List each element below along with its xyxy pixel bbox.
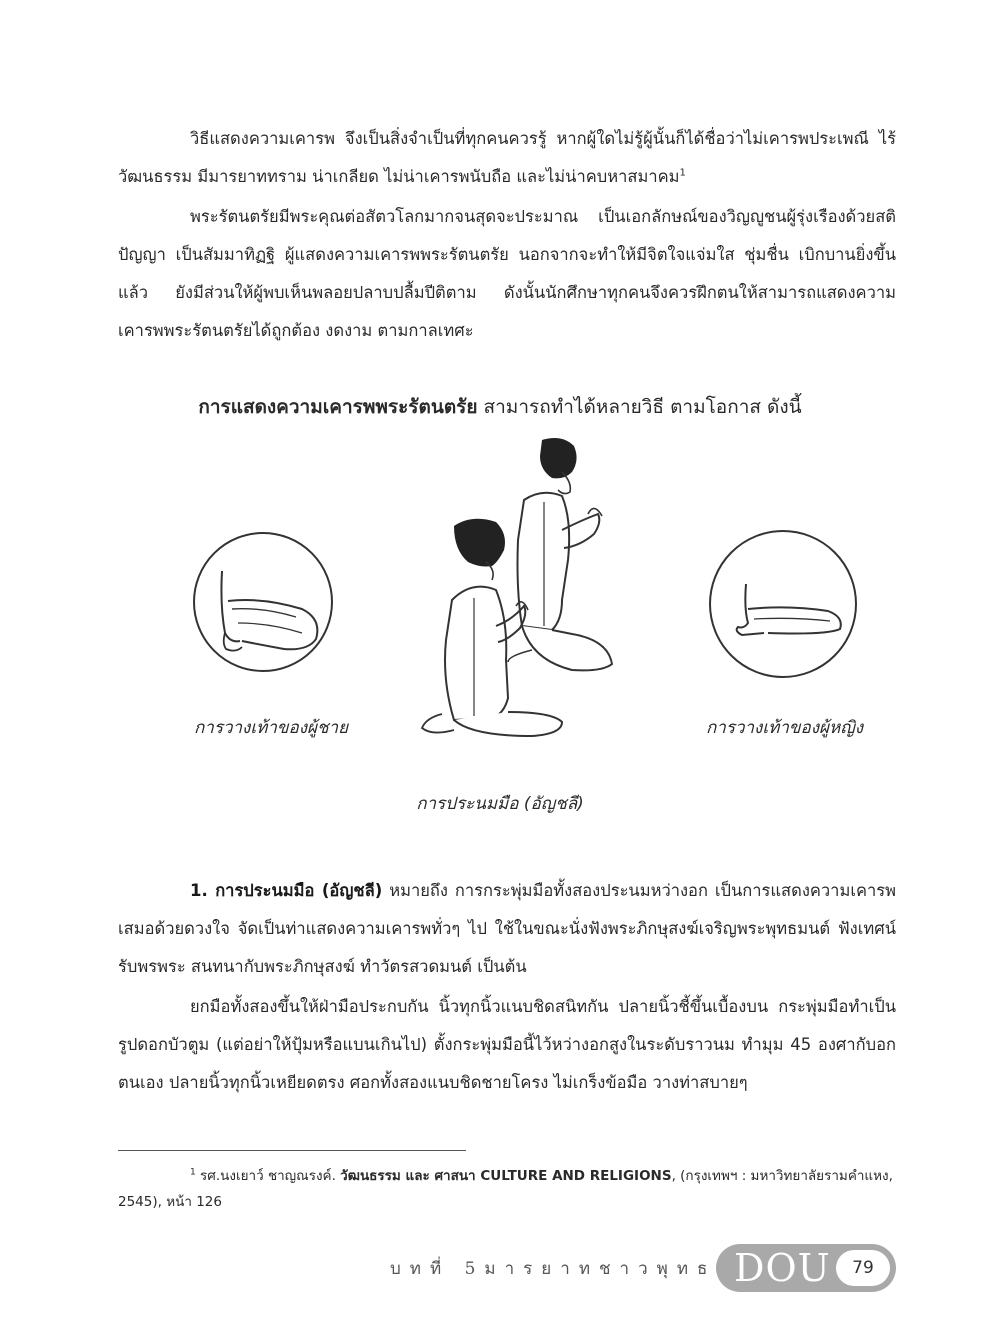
paragraph-anjali-steps: ยกมือทั้งสองขึ้นให้ฝ่ามือประกบกัน นิ้วทุกนิ้วแนบชิดสนิทกัน ปลายนิ้วชี้ขึ้นเบื้องบน กระพุ่มมือทำเป็นรูปดอกบัวตูม (แต่อย่าให้ปุ้มหรือแบนเกินไป) ตั้งกระพุ่มมือนี้ไว้หว่างอกสูงในระดับราวนม ทำมุม 45 องศากับอกตนเอง ปลายนิ้วทุกนิ้วเหยียดตรง ศอกทั้งสองแนบชิดชายโครง ไม่เกร็งข้อมือ วางท่าสบายๆ xyxy=(118,997,896,1092)
footnote-number: 1 xyxy=(190,1167,196,1178)
caption-man-foot: การวางเท้าของผู้ชาย xyxy=(194,718,349,738)
footer-chapter-title: บทที่ 5มารยาทชาวพุทธ xyxy=(390,1259,717,1279)
footnote-divider xyxy=(118,1150,466,1151)
footnote-rest: , (กรุงเทพฯ : มหาวิทยาลัยรามคำแหง, 2545), หน้า 126 xyxy=(118,1168,893,1210)
woman-foot-placement-illustration xyxy=(708,529,858,679)
page-number: 79 xyxy=(836,1250,890,1286)
footnote-marker: 1 xyxy=(679,167,686,179)
caption-anjali: การประนมมือ (อัญชลี) xyxy=(416,794,584,814)
man-foot-placement-illustration xyxy=(192,531,334,673)
section-heading-bold: การแสดงความเคารพพระรัตนตรัย xyxy=(198,396,478,418)
brand-logo-text: DOU xyxy=(734,1246,831,1290)
item-1-text: หมายถึง การกระพุ่มมือทั้งสองประนมหว่างอก เป็นการแสดงความเคารพเสมอด้วยดวงใจ จัดเป็นท่าแสดงความเคารพทั่วๆ ไป ใช้ในขณะนั่งฟังพระภิกษุสงฆ์เจริญพระพุทธมนต์ ฟังเทศน์ รับพรพระ สนทนากับพระภิกษุสงฆ์ ทำวัตรสวดมนต์ เป็นต้น xyxy=(118,881,897,976)
anjali-kneeling-illustration xyxy=(412,430,624,742)
paragraph-item-1 xyxy=(118,872,896,986)
paragraph-intro: วิธีแสดงความเคารพ จึงเป็นสิ่งจำเป็นที่ทุกคนควรรู้ หากผู้ใดไม่รู้ผู้นั้นก็ได้ชื่อว่าไม่เคารพประเพณี ไร้วัฒนธรรม มีมารยาททราม น่าเกลียด ไม่น่าเคารพนับถือ และไม่น่าคบหาสมาคม$^1$ xyxy=(118,129,896,186)
paragraph-triple-gem: พระรัตนตรัยมีพระคุณต่อสัตวโลกมากจนสุดจะประมาณ เป็นเอกลักษณ์ของวิญญูชนผู้รุ่งเรืองด้วยสติปัญญา เป็นสัมมาทิฏฐิ ผู้แสดงความเคารพพระรัตนตรัย นอกจากจะทำให้มีจิตใจแจ่มใส ชุ่มชื่น เบิกบานยิ่งขึ้นแล้ว ยังมีส่วนให้ผู้พบเห็นพลอยปลาบปลื้มปีติตาม ดังนั้นนักศึกษาทุกคนจึงควรฝึกตนให้สามารถแสดงความเคารพพระรัตนตรัยได้ถูกต้อง งดงาม ตามกาลเทศะ xyxy=(118,207,896,340)
caption-woman-foot: การวางเท้าของผู้หญิง xyxy=(706,718,864,738)
section-heading-rest: สามารถทำได้หลายวิธี ตามโอกาส ดังนี้ xyxy=(477,396,802,418)
footnote-title: วัฒนธรรม และ ศาสนา CULTURE AND RELIGIONS xyxy=(340,1168,672,1184)
page-badge xyxy=(716,1244,896,1292)
footnote xyxy=(118,1163,896,1215)
footnote-author: รศ.นงเยาว์ ชาญณรงค์. xyxy=(200,1168,341,1184)
section-heading xyxy=(0,392,1000,422)
item-1-title: 1. การประนมมือ (อัญชลี) xyxy=(190,881,383,900)
